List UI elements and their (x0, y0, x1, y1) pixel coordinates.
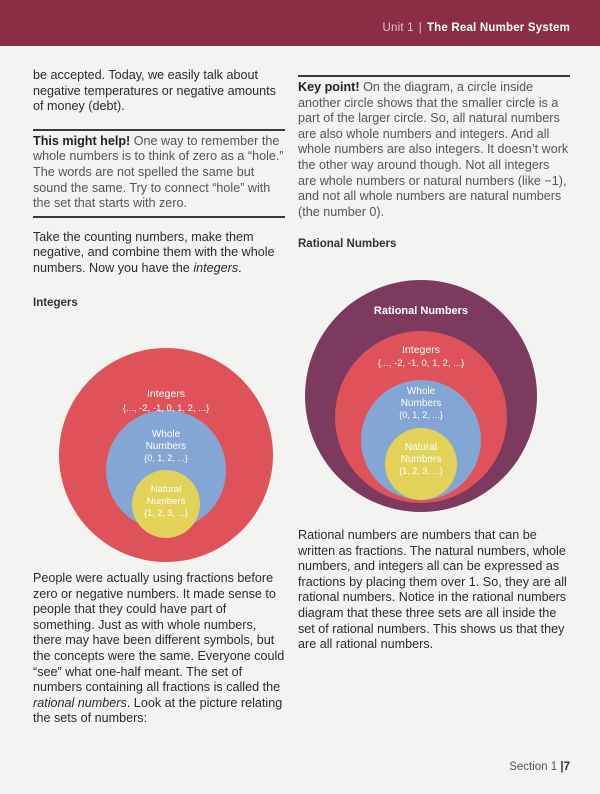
int-label-integers: Integers (147, 388, 185, 400)
right-lower (298, 528, 570, 653)
rat-label-whole-2: Numbers (400, 398, 442, 409)
rat-set-natural: {1, 2, 3, ...} (399, 466, 443, 476)
heading-rational-numbers: Rational Numbers (298, 238, 397, 251)
header-title: The Real Number System (426, 22, 570, 34)
heading-integers: Integers (33, 296, 78, 309)
rat-label-natural-2: Numbers (400, 454, 442, 465)
para2-end: . (238, 260, 242, 275)
para3-start: People were actually using fractions before zero or negative numbers. It made sense to people that they could have part of something. Just as with whole numbers, there may have been different symbols, but the concepts were the same. Everyone could “see” what one-half meant. The set of numbers containing all fractions is called the (33, 571, 285, 695)
help-lead: This might help! (33, 133, 131, 148)
footer-section: Section 1 (509, 761, 558, 773)
rat-label-integers: Integers (402, 344, 440, 356)
int-label-whole-2: Numbers (145, 441, 187, 452)
key-lead: Key point! (298, 80, 360, 94)
rat-set-whole: {0, 1, 2, ...} (399, 410, 443, 420)
rat-label-natural-1: Natural (404, 442, 438, 453)
paragraph-intro: be accepted. Today, we easily talk about negative temperatures or negative amounts of money (debt). (33, 68, 276, 114)
int-set-whole: {0, 1, 2, ...} (144, 453, 188, 463)
int-label-natural-2: Numbers (146, 496, 186, 507)
header-separator: | (418, 22, 422, 34)
help-text: One way to remember the whole numbers is to think of zero as a “hole.” The words are not spelled the same but sound the same. Try to connect “hole” with the set that starts with zero. (33, 133, 284, 211)
term-rational-numbers: rational numbers (33, 695, 127, 710)
page-number: 7 (563, 761, 570, 773)
para3-end: . Look at the picture relating the sets of numbers: (33, 695, 283, 726)
int-label-whole-1: Whole (151, 429, 181, 440)
rat-label-whole-1: Whole (406, 386, 436, 397)
paragraph-rational: Rational numbers are numbers that can be written as fractions. The natural numbers, whole numbers, and integers all can be expressed as fractions by placing them over 1. So, they are all rational numbers. Notice in the rational numbers diagram that these three sets are all inside the set of rational numbers. This shows us that they are all rational numbers. (298, 528, 567, 652)
int-set-integers: {..., -2, -1, 0, 1, 2, ...} (122, 403, 210, 414)
header-unit: Unit 1 (382, 22, 414, 34)
int-set-natural: {1, 2, 3, ...} (144, 508, 188, 518)
para2-start: Take the counting numbers, make them negative, and combine them with the whole numbers. Now you have the (33, 229, 275, 275)
rat-set-integers: {..., -2, -1, 0, 1, 2, ...} (377, 358, 465, 369)
int-label-natural-1: Natural (150, 484, 182, 495)
rat-label-rational: Rational Numbers (373, 305, 469, 317)
term-integers: integers (193, 260, 239, 275)
key-text: On the diagram, a circle inside another circle shows that the smaller circle is a part of the larger circle. So, all natural numbers are also whole numbers and integers. And all whole numbers are also integers. It doesn’t work the other way around though. Not all integers are whole numbers or natural numbers (like −1), and not all whole numbers are natural numbers (the number 0). (298, 80, 569, 219)
page-footer (509, 761, 570, 773)
footer-separator: | (560, 761, 564, 773)
